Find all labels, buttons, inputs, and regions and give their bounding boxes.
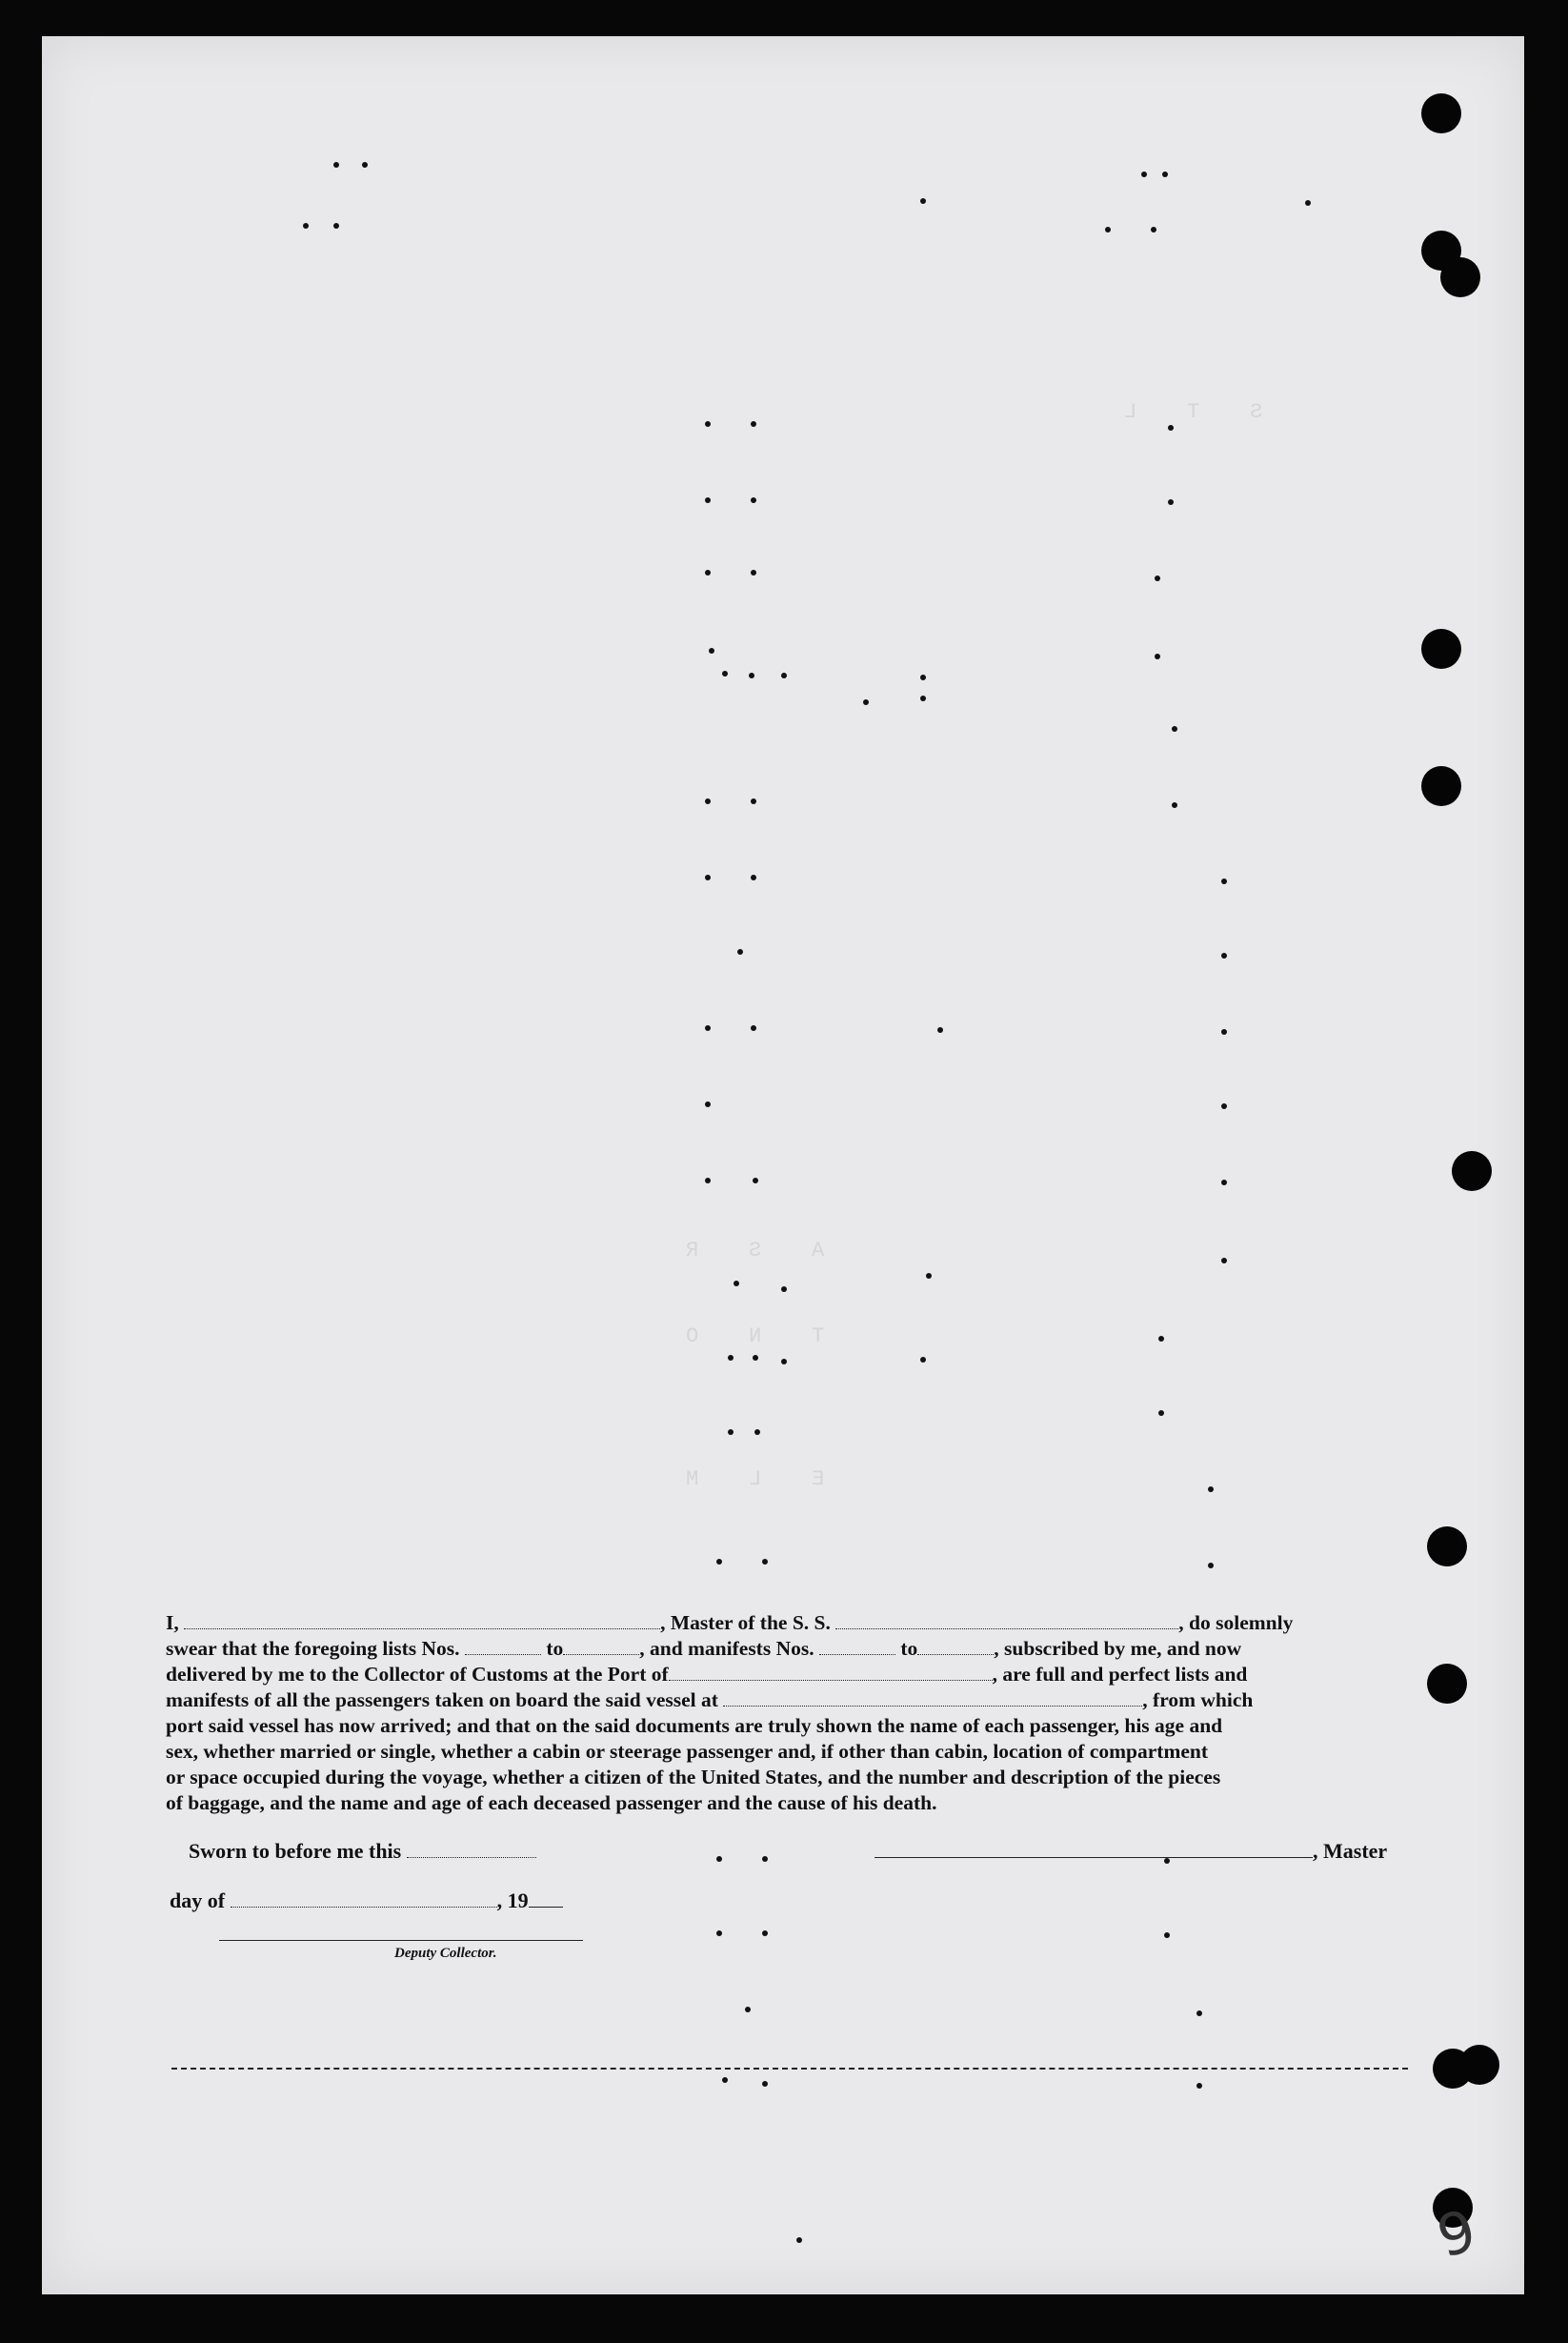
ink-dot (751, 570, 756, 576)
document-sheet (42, 36, 1524, 2294)
ink-dot (1155, 654, 1160, 659)
ink-dot (1168, 499, 1174, 505)
ink-dot (745, 2007, 751, 2012)
oath-line-8: of baggage, and the name and age of each deceased passenger and the cause of his death. (166, 1791, 937, 1814)
subscribed-label: , subscribed by me, and now (994, 1637, 1242, 1660)
ink-dot (705, 1178, 711, 1183)
port-field[interactable] (669, 1665, 993, 1681)
deputy-collector-label: Deputy Collector. (394, 1946, 497, 1961)
master-of-ss-label: , Master of the S. S. (660, 1611, 831, 1634)
ink-dot (1196, 2010, 1202, 2016)
ink-dot (1221, 953, 1227, 959)
ink-dot (796, 2237, 802, 2243)
ink-dot (1221, 1180, 1227, 1185)
day-of-label: day of (170, 1889, 226, 1912)
ink-dot (722, 2077, 728, 2083)
ink-dot (1164, 1932, 1170, 1938)
ink-dot (362, 162, 368, 168)
ink-dot (937, 1027, 943, 1033)
oath-line-5: port said vessel has now arrived; and that on the said documents are truly shown the name of each passenger, his age and (166, 1714, 1223, 1737)
oath-line-1 (166, 1610, 1404, 1636)
sworn-date-field[interactable] (407, 1842, 536, 1858)
master-signature-field[interactable] (874, 1842, 1313, 1858)
ink-dot (333, 223, 339, 229)
punch-hole (1427, 1526, 1467, 1566)
ink-dot (705, 570, 711, 576)
punch-hole (1421, 93, 1461, 133)
ink-dot (751, 497, 756, 503)
master-oath (166, 1610, 1404, 1816)
ink-dot (1221, 1103, 1227, 1109)
ink-dot (762, 1559, 768, 1565)
ink-dot (1221, 1029, 1227, 1035)
ink-dot (1208, 1563, 1214, 1568)
ink-dot (920, 1357, 926, 1363)
deputy-signature-line[interactable] (219, 1940, 583, 1941)
oath-line-7: or space occupied during the voyage, whether a citizen of the United States, and the number and description of the pieces (166, 1766, 1221, 1788)
manifest-no-from-field[interactable] (819, 1639, 895, 1655)
ink-dot (920, 696, 926, 701)
oath-i-label: I, (166, 1611, 179, 1634)
ink-dot (716, 1930, 722, 1936)
ship-name-field[interactable] (835, 1613, 1178, 1629)
year-label: , 19 (496, 1889, 529, 1912)
ink-dot (722, 671, 728, 677)
month-field[interactable] (231, 1891, 497, 1908)
ink-dot (709, 648, 714, 654)
ink-dot (303, 223, 309, 229)
to-label-1: to (546, 1637, 564, 1660)
delivered-label: delivered by me to the Collector of Customs at the Port of (166, 1663, 669, 1686)
ink-dot (754, 1429, 760, 1435)
departure-port-field[interactable] (723, 1690, 1142, 1707)
ink-dot (751, 875, 756, 880)
ink-dot (1168, 425, 1174, 431)
sworn-before-label (189, 1839, 536, 1864)
to-label-2: to (900, 1637, 918, 1660)
ink-dot (1105, 227, 1111, 232)
punch-hole (1459, 2045, 1499, 2085)
ink-dot (1158, 1410, 1164, 1416)
ink-dot (1305, 200, 1311, 206)
oath-line-6: sex, whether married or single, whether a cabin or steerage passenger and, if other than cabin, location of compartment (166, 1740, 1209, 1763)
oath-line-4 (166, 1687, 1404, 1713)
from-which-label: , from which (1142, 1688, 1254, 1711)
punch-hole (1421, 629, 1461, 669)
ink-dot (920, 675, 926, 680)
do-solemnly-label: , do solemnly (1178, 1611, 1294, 1634)
ink-dot (863, 699, 869, 705)
ink-dot (751, 1025, 756, 1031)
sworn-text: Sworn to before me this (189, 1839, 402, 1863)
ink-dot (1221, 1258, 1227, 1263)
ink-dot (762, 2081, 768, 2087)
master-name-field[interactable] (184, 1613, 660, 1629)
manifests-of-label: manifests of all the passengers taken on board the said vessel at (166, 1688, 718, 1711)
and-manifests-label: , and manifests Nos. (639, 1637, 814, 1660)
ink-dot (728, 1429, 734, 1435)
ink-dot (1158, 1336, 1164, 1342)
ink-dot (1196, 2083, 1202, 2089)
ink-dot (781, 1359, 787, 1364)
ink-dot (705, 497, 711, 503)
punch-hole (1421, 766, 1461, 806)
list-no-to-field[interactable] (563, 1639, 639, 1655)
punch-hole (1440, 257, 1480, 297)
master-label: , Master (1313, 1839, 1388, 1863)
ink-dot (1162, 172, 1168, 177)
swear-label: swear that the foregoing lists Nos. (166, 1637, 460, 1660)
ink-dot (1208, 1486, 1214, 1492)
ink-dot (920, 198, 926, 204)
year-field[interactable] (529, 1891, 563, 1908)
ink-dot (749, 673, 754, 678)
ink-dot (1172, 802, 1177, 808)
ink-dot (705, 1101, 711, 1107)
ink-dot (1141, 172, 1147, 177)
ink-dot (728, 1355, 734, 1361)
ink-dot (762, 1930, 768, 1936)
ink-dot (734, 1281, 739, 1286)
ink-dot (737, 949, 743, 955)
ink-dot (1221, 879, 1227, 884)
manifest-no-to-field[interactable] (917, 1639, 994, 1655)
ink-dot (753, 1178, 758, 1183)
day-of-line (170, 1889, 563, 1913)
oath-line-3 (166, 1662, 1404, 1687)
master-signature-line (874, 1839, 1387, 1864)
list-no-from-field[interactable] (465, 1639, 541, 1655)
handwritten-page-number: 9 (1430, 2197, 1483, 2272)
ink-dot (1155, 576, 1160, 581)
ink-dot (333, 162, 339, 168)
punch-hole (1452, 1151, 1492, 1191)
ink-dot (716, 1856, 722, 1862)
bleed-through-text: A S R (686, 1239, 825, 1262)
ink-dot (926, 1273, 932, 1279)
full-perfect-label: , are full and perfect lists and (992, 1663, 1248, 1686)
ink-dot (705, 875, 711, 880)
ink-dot (705, 1025, 711, 1031)
punch-hole (1427, 1664, 1467, 1704)
ink-dot (716, 1559, 722, 1565)
ink-dot (1151, 227, 1156, 232)
bleed-through-text: S T L (1124, 400, 1263, 424)
ink-dot (751, 798, 756, 804)
ink-dot (751, 421, 756, 427)
bleed-through-text: E L M (686, 1467, 825, 1491)
bottom-rule (171, 2068, 1408, 2070)
ink-dot (705, 421, 711, 427)
ink-dot (753, 1355, 758, 1361)
oath-line-2 (166, 1636, 1404, 1662)
ink-dot (705, 798, 711, 804)
ink-dot (762, 1856, 768, 1862)
ink-dot (781, 673, 787, 678)
bleed-through-text: T N O (686, 1324, 825, 1348)
ink-dot (1172, 726, 1177, 732)
ink-dot (781, 1286, 787, 1292)
